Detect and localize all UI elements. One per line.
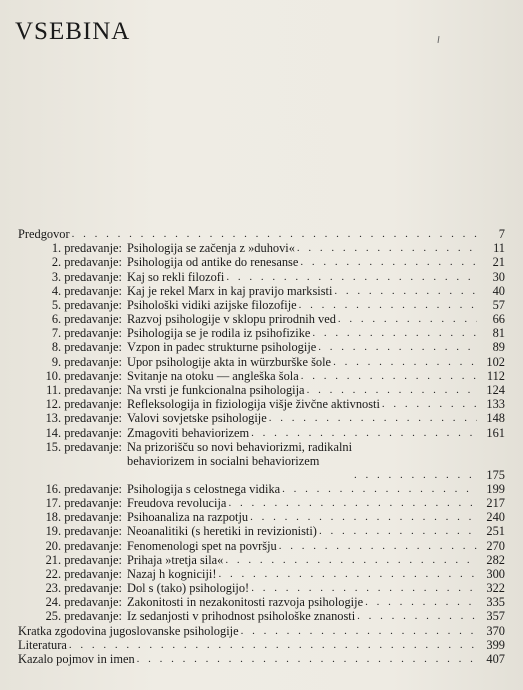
dot-leader [305,383,477,397]
entry-title: Kazalo pojmov in imen [18,652,135,667]
page-number: 240 [486,510,505,525]
entry-title: Dol s (tako) psihologijo! [127,581,250,596]
toc-entry [18,510,505,524]
page-number: 102 [486,354,505,369]
dot-leader [297,298,477,312]
page-number: 21 [492,255,505,270]
entry-title: Kaj je rekel Marx in kaj pravijo marksisti [127,283,333,298]
dot-leader [298,255,477,269]
entry-title: Upor psihologije akta in würzburške šole [127,354,332,369]
dot-leader [316,340,477,354]
page-number: 89 [492,340,505,355]
toc-entry [18,553,505,567]
entry-title: Psihologija od antike do renesanse [127,255,299,270]
toc-entry [18,524,505,538]
entry-title: Kaj so rekli filozofi [127,269,225,284]
entry-title: Zakonitosti in nezakonitosti razvoja psihologije [127,595,364,610]
dot-leader [249,426,477,440]
dot-leader [70,227,477,241]
toc-entry [18,369,505,383]
page-number: 161 [486,425,505,440]
dot-leader [223,553,477,567]
entry-title: Na vrsti je funkcionalna psihologija [127,383,305,398]
page-number: 81 [492,326,505,341]
page-number: 57 [492,297,505,312]
page-number: 30 [492,269,505,284]
toc-entry [18,298,505,312]
entry-number: 8. predavanje: [51,340,122,355]
dot-leader [226,496,477,510]
entry-number: 13. predavanje: [45,411,122,426]
entry-title: Razvoj psihologije v sklopu prirodnih ved [127,312,336,327]
dot-leader [224,270,477,284]
page-title: VSEBINA [15,18,131,45]
page-number: 217 [486,495,505,510]
entry-number: 19. predavanje: [45,524,122,539]
entry-title: Literatura [18,637,67,652]
entry-number: 9. predavanje: [51,354,122,369]
page-number: 11 [493,241,505,256]
entry-number: 11. predavanje: [46,383,122,398]
page-number: 357 [486,609,505,624]
page-number: 335 [486,595,505,610]
page-number: 148 [486,411,505,426]
page-number: 133 [486,397,505,412]
entry-title: Psihoanaliza na razpotju [127,510,249,525]
page-number: 270 [486,538,505,553]
entry-title: Nazaj h kogniciji! [127,566,217,581]
entry-title: Psihologija se začenja z »duhovi« [127,241,295,256]
pencil-mark [438,36,440,43]
entry-number: 3. predavanje: [51,269,122,284]
toc-entry [18,652,505,666]
toc-entry [18,227,505,241]
toc-entry [18,567,505,581]
page-number: 300 [486,566,505,581]
entry-title-line: behaviorizem in socialni behaviorizem [127,454,320,468]
dot-leader [336,312,477,326]
entry-number: 16. predavanje: [45,481,122,496]
toc-entry [18,341,505,355]
page-number: 40 [492,283,505,298]
page-number: 199 [486,481,505,496]
entry-title: Kratka zgodovina jugoslovanske psihologije [18,623,239,638]
entry-number: 21. predavanje: [45,552,122,567]
entry-number: 4. predavanje: [51,283,122,298]
dot-leader [332,284,477,298]
entry-title: Freudova revolucija [127,495,227,510]
dot-leader [331,355,477,369]
dot-leader [380,397,477,411]
entry-title: Fenomenologi spet na površju [127,538,277,553]
entry-title: Psihologija se je rodila iz psihofizike [127,326,311,341]
toc-entry [18,638,505,652]
toc-entry [18,496,505,510]
dot-leader [317,524,477,538]
toc-entry [18,355,505,369]
toc-entry [18,482,505,496]
entry-number: 17. predavanje: [45,495,122,510]
entry-title: Vzpon in padec strukturne psihologije [127,340,317,355]
table-of-contents [18,227,505,666]
dot-leader [299,369,477,383]
dot-leader [267,411,477,425]
toc-entry [18,241,505,255]
entry-title: Predgovor [18,226,70,241]
toc-entry [18,581,505,595]
toc-entry [18,326,505,340]
entry-number: 22. predavanje: [45,566,122,581]
entry-title: Valovi sovjetske psihologije [127,411,267,426]
entry-number: 20. predavanje: [45,538,122,553]
toc-entry [18,610,505,624]
page-number: 370 [486,623,505,638]
dot-leader [280,482,477,496]
entry-title: Refleksologija in fiziologija višje živčne aktivnosti [127,397,380,412]
entry-number: 14. predavanje: [45,425,122,440]
dot-leader [67,638,477,652]
dot-leader [248,510,477,524]
entry-title: Iz sedanjosti v prihodnost psihološke znanosti [127,609,356,624]
toc-entry [18,440,505,482]
page-number: 282 [486,552,505,567]
toc-entry [18,284,505,298]
dot-leader [355,609,477,623]
dot-leader [216,567,477,581]
dot-leader [239,624,477,638]
toc-entry [18,397,505,411]
page-number: 251 [486,524,505,539]
entry-number: 7. predavanje: [51,326,122,341]
entry-title: Prihaja »tretja sila« [127,552,224,567]
toc-entry [18,624,505,638]
dot-leader [249,581,477,595]
dot-leader [135,652,477,666]
dot-leader [363,595,477,609]
toc-entry [18,426,505,440]
page-number: 407 [486,652,505,667]
toc-entry [18,270,505,284]
page-number: 124 [486,383,505,398]
entry-number: 10. predavanje: [45,368,122,383]
entry-number: 24. predavanje: [45,595,122,610]
toc-entry [18,595,505,609]
entry-number: 25. predavanje: [45,609,122,624]
toc-entry [18,539,505,553]
entry-title: Zmagoviti behaviorizem [127,425,250,440]
entry-number: 5. predavanje: [51,297,122,312]
toc-entry [18,383,505,397]
entry-number: 2. predavanje: [51,255,122,270]
toc-entry [18,312,505,326]
entry-title: Svitanje na otoku — angleška šola [127,368,299,383]
dot-leader [310,326,477,340]
dot-leader [295,241,477,255]
entry-number: 12. predavanje: [45,397,122,412]
entry-title: Psihologija s celostnega vidika [127,481,281,496]
dot-leader [352,468,477,482]
page-number: 66 [492,312,505,327]
entry-number: 23. predavanje: [45,581,122,596]
toc-entry [18,255,505,269]
page-number: 7 [498,226,505,241]
entry-number: 6. predavanje: [51,312,122,327]
entry-number: 15. predavanje: [45,439,122,454]
page-number: 399 [486,637,505,652]
page-number: 175 [486,467,505,482]
toc-entry [18,411,505,425]
page-number: 112 [486,368,505,383]
dot-leader [277,539,477,553]
entry-title: Neoanalitiki (s heretiki in revizionisti) [127,524,317,539]
entry-title-line: Na prizorišču so novi behaviorizmi, radikalni [127,439,353,454]
entry-number: 18. predavanje: [45,510,122,525]
entry-number: 1. predavanje: [51,241,122,256]
entry-title [122,440,352,482]
entry-title: Psihološki vidiki azijske filozofije [127,297,297,312]
page-number: 322 [486,581,505,596]
